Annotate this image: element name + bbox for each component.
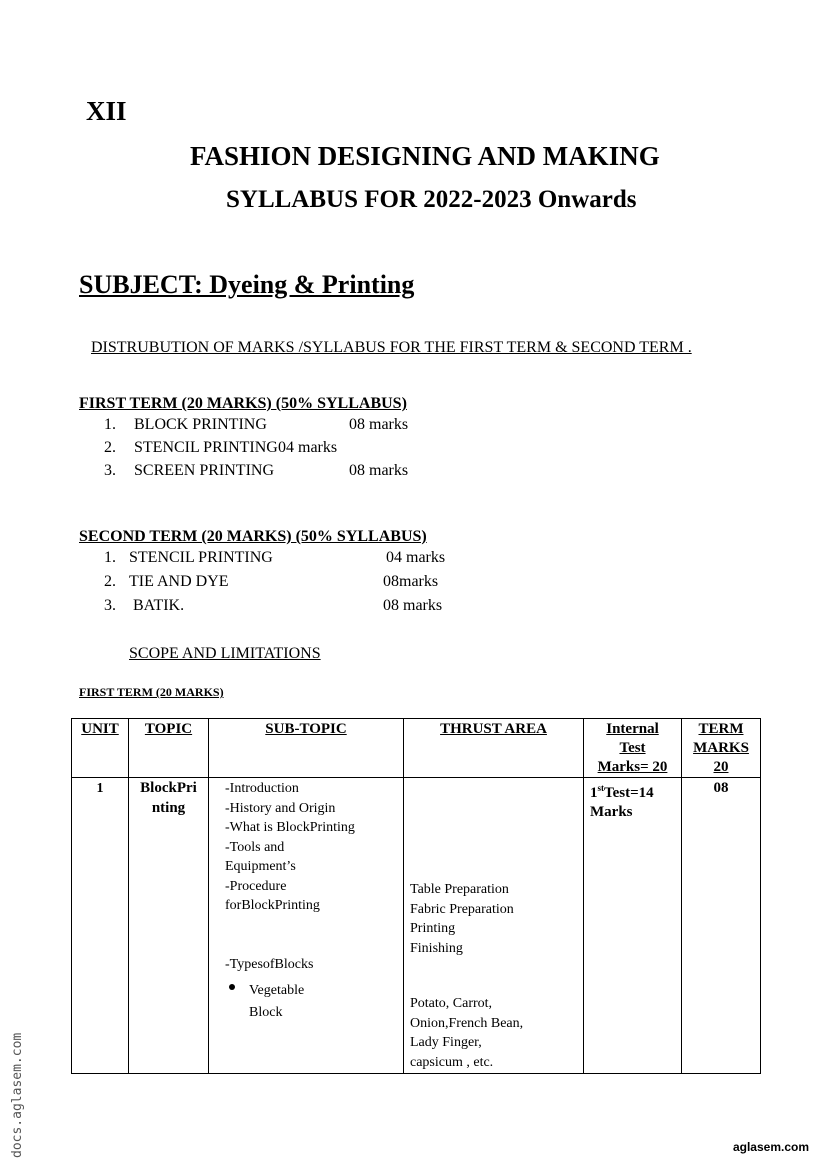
document-title: FASHION DESIGNING AND MAKING bbox=[190, 141, 660, 171]
cell-internal-test bbox=[584, 778, 682, 1074]
thrust-line: Table Preparation bbox=[410, 882, 509, 897]
bullet-line: Block bbox=[249, 1005, 283, 1020]
header-internal-line: Marks= 20 bbox=[597, 759, 668, 775]
header-term-line: MARKS bbox=[693, 740, 749, 756]
header-thrust-area: THRUST AREA bbox=[404, 719, 584, 778]
list-item bbox=[104, 439, 504, 459]
internal-line bbox=[590, 779, 681, 803]
bullet-icon bbox=[229, 984, 235, 990]
thrust-area-content bbox=[404, 778, 583, 1072]
list-item bbox=[104, 597, 504, 617]
internal-line: Marks bbox=[590, 804, 633, 820]
header-term-line: 20 bbox=[713, 759, 729, 775]
list-marks: 08 marks bbox=[349, 462, 409, 479]
list-number: 1. bbox=[104, 549, 116, 566]
list-topic: STENCIL PRINTING bbox=[134, 439, 278, 456]
thrust-line: Finishing bbox=[410, 940, 463, 956]
list-number: 3. bbox=[104, 462, 116, 479]
scope-heading: SCOPE AND LIMITATIONS bbox=[129, 645, 321, 662]
list-item bbox=[104, 573, 504, 593]
thrust-group-process bbox=[410, 880, 514, 958]
table-header-row bbox=[72, 719, 761, 778]
list-item bbox=[104, 416, 504, 436]
internal-test-text bbox=[584, 778, 681, 1073]
topic-line: nting bbox=[151, 799, 186, 816]
first-term-heading: FIRST TERM (20 MARKS) (50% SYLLABUS) bbox=[79, 395, 407, 412]
second-term-heading: SECOND TERM (20 MARKS) (50% SYLLABUS) bbox=[79, 528, 427, 545]
thrust-group-vegetables bbox=[410, 994, 523, 1072]
table-heading: FIRST TERM (20 MARKS) bbox=[79, 685, 224, 699]
thrust-line: Potato, Carrot, bbox=[410, 996, 493, 1011]
list-marks: 04 marks bbox=[386, 549, 446, 566]
side-watermark bbox=[10, 1000, 28, 1160]
list-number: 2. bbox=[104, 573, 116, 590]
internal-sup: st bbox=[597, 783, 604, 793]
header-internal-line: Internal bbox=[606, 721, 659, 737]
thrust-line: Printing bbox=[410, 921, 456, 936]
list-item bbox=[104, 462, 504, 482]
cell-term-marks bbox=[682, 778, 761, 1074]
thrust-line: Onion,French Bean, bbox=[410, 1015, 524, 1031]
list-topic: BLOCK PRINTING bbox=[134, 416, 267, 433]
table-row bbox=[72, 778, 761, 1074]
list-marks: 04 marks bbox=[278, 439, 338, 456]
thrust-line: Lady Finger, bbox=[410, 1035, 482, 1050]
document-subtitle: SYLLABUS FOR 2022-2023 Onwards bbox=[226, 186, 637, 213]
topic-text bbox=[129, 778, 208, 1073]
list-topic: BATIK. bbox=[129, 597, 185, 614]
list-number: 3. bbox=[104, 597, 116, 614]
subtopic-line: -What is BlockPrinting bbox=[225, 820, 355, 835]
syllabus-table bbox=[71, 718, 761, 1074]
term-marks-value: 08 bbox=[713, 780, 729, 796]
cell-thrust-area bbox=[404, 778, 584, 1074]
list-number: 1. bbox=[104, 416, 116, 433]
list-topic: SCREEN PRINTING bbox=[134, 462, 275, 479]
cell-subtopic bbox=[209, 778, 404, 1074]
watermark-text: docs.aglasem.com bbox=[10, 1032, 25, 1158]
subtopic-line: -Introduction bbox=[225, 781, 299, 796]
list-item bbox=[104, 549, 504, 569]
subtopic-line: forBlockPrinting bbox=[225, 898, 320, 913]
list-marks: 08 marks bbox=[349, 416, 409, 433]
subtopic-types: -TypesofBlocks bbox=[225, 957, 314, 972]
cell-unit bbox=[72, 778, 129, 1074]
header-topic: TOPIC bbox=[129, 719, 209, 778]
subtopic-list bbox=[209, 778, 403, 1073]
internal-suffix: Test=14 bbox=[604, 785, 654, 801]
class-label: XII bbox=[86, 96, 127, 126]
header-term-marks bbox=[682, 719, 761, 778]
bullet-line: Vegetable bbox=[249, 983, 305, 998]
subtopic-line: -Procedure bbox=[225, 878, 287, 894]
subtopic-bullet-item bbox=[209, 980, 389, 1024]
list-topic: STENCIL PRINTING bbox=[129, 549, 273, 566]
list-marks: 08 marks bbox=[383, 597, 443, 614]
unit-number: 1 bbox=[96, 781, 104, 796]
topic-line: BlockPri bbox=[140, 780, 197, 796]
header-unit: UNIT bbox=[72, 719, 129, 778]
thrust-line: Fabric Preparation bbox=[410, 901, 514, 917]
subtopic-line: Equipment’s bbox=[225, 859, 296, 874]
subtopic-line: -History and Origin bbox=[225, 800, 336, 816]
list-marks: 08marks bbox=[383, 573, 439, 590]
header-internal-test bbox=[584, 719, 682, 778]
subtopic-line: -Tools and bbox=[225, 839, 285, 855]
distribution-heading: DISTRUBUTION OF MARKS /SYLLABUS FOR THE FIRST TERM & SECOND TERM . bbox=[91, 339, 692, 356]
subject-heading: SUBJECT: Dyeing & Printing bbox=[79, 270, 415, 299]
list-number: 2. bbox=[104, 439, 116, 456]
cell-topic bbox=[129, 778, 209, 1074]
header-subtopic: SUB-TOPIC bbox=[209, 719, 404, 778]
header-internal-line: Test bbox=[619, 740, 646, 756]
internal-prefix: 1 bbox=[590, 785, 598, 801]
header-term-line: TERM bbox=[698, 721, 744, 737]
footer-brand: aglasem.com bbox=[732, 1140, 809, 1154]
list-topic: TIE AND DYE bbox=[129, 573, 229, 590]
thrust-line: capsicum , etc. bbox=[410, 1054, 494, 1070]
